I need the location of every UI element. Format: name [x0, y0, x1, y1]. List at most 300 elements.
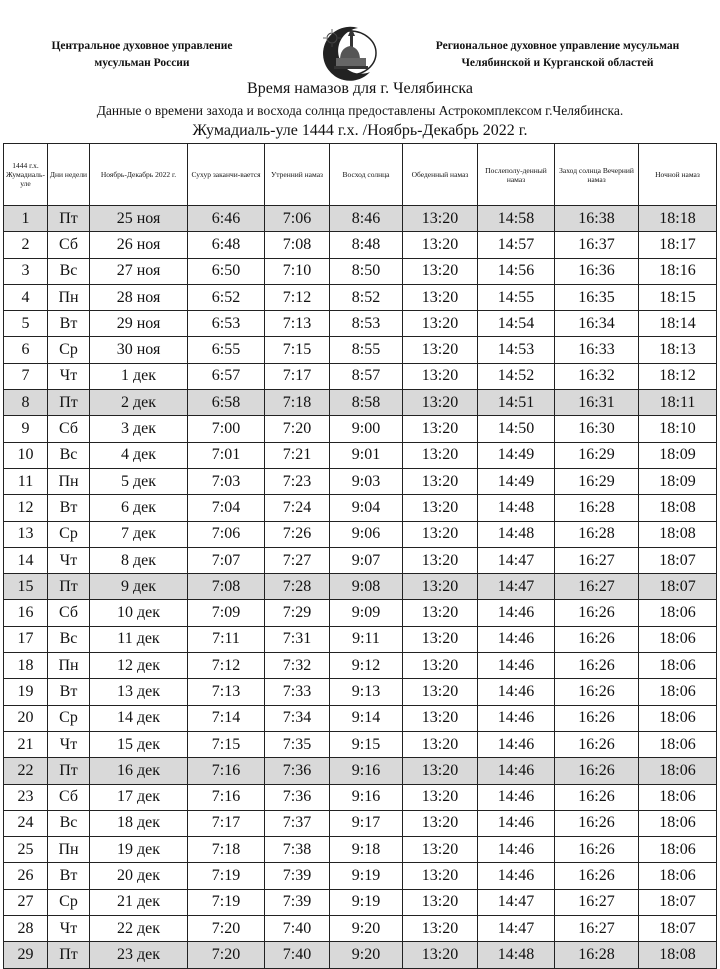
table-cell: 6:55: [188, 337, 265, 363]
table-cell: Ср: [48, 705, 90, 731]
table-cell: 18:06: [639, 600, 717, 626]
table-cell: 2: [4, 232, 48, 258]
table-cell: 14:51: [478, 390, 555, 416]
table-cell: 25: [4, 837, 48, 863]
table-row: [4, 495, 717, 521]
table-cell: 23 дек: [90, 942, 188, 968]
table-cell: Ср: [48, 521, 90, 547]
table-cell: 18:12: [639, 363, 717, 389]
table-cell: 14:46: [478, 626, 555, 652]
table-cell: 24: [4, 810, 48, 836]
table-cell: 18:10: [639, 416, 717, 442]
table-cell: 6:58: [188, 390, 265, 416]
table-cell: 7 дек: [90, 521, 188, 547]
table-cell: 9:03: [330, 468, 403, 494]
table-cell: 9:06: [330, 521, 403, 547]
table-cell: 16:26: [555, 600, 639, 626]
table-cell: 18:13: [639, 337, 717, 363]
table-cell: 2 дек: [90, 390, 188, 416]
table-row: [4, 284, 717, 310]
table-cell: 18:09: [639, 442, 717, 468]
table-cell: 10: [4, 442, 48, 468]
table-cell: 13:20: [403, 837, 478, 863]
table-cell: 16:38: [555, 206, 639, 232]
table-cell: 14:47: [478, 574, 555, 600]
table-cell: 18:14: [639, 311, 717, 337]
left-org-line2: мусульман России: [94, 57, 190, 69]
table-cell: 16:26: [555, 837, 639, 863]
table-cell: 7:37: [265, 810, 330, 836]
table-cell: 7:01: [188, 442, 265, 468]
table-cell: 16:27: [555, 889, 639, 915]
table-cell: 7:36: [265, 784, 330, 810]
table-cell: 16:26: [555, 653, 639, 679]
table-cell: 27: [4, 889, 48, 915]
table-cell: 7:36: [265, 758, 330, 784]
table-cell: 21: [4, 731, 48, 757]
table-cell: 18:06: [639, 626, 717, 652]
table-cell: 7:03: [188, 468, 265, 494]
table-cell: Сб: [48, 416, 90, 442]
table-cell: Вт: [48, 495, 90, 521]
table-cell: 7:20: [188, 942, 265, 968]
table-cell: 16:26: [555, 731, 639, 757]
table-cell: 18:17: [639, 232, 717, 258]
table-cell: Пт: [48, 574, 90, 600]
table-cell: Сб: [48, 600, 90, 626]
table-cell: 16: [4, 600, 48, 626]
table-cell: 9:07: [330, 547, 403, 573]
table-cell: 7:39: [265, 889, 330, 915]
table-cell: 13:20: [403, 390, 478, 416]
table-cell: Пт: [48, 206, 90, 232]
table-cell: 16:30: [555, 416, 639, 442]
table-cell: 13:20: [403, 679, 478, 705]
table-cell: 14:46: [478, 810, 555, 836]
column-header: Заход солнца Вечерний намаз: [555, 144, 639, 206]
table-cell: 17: [4, 626, 48, 652]
table-cell: 9:13: [330, 679, 403, 705]
table-cell: Чт: [48, 547, 90, 573]
column-header: Послеполу-денный намаз: [478, 144, 555, 206]
table-cell: 8:53: [330, 311, 403, 337]
table-cell: 18:11: [639, 390, 717, 416]
table-cell: 7:06: [188, 521, 265, 547]
table-cell: 7:08: [265, 232, 330, 258]
table-cell: 7:13: [188, 679, 265, 705]
table-row: [4, 547, 717, 573]
table-cell: 7:18: [265, 390, 330, 416]
table-cell: 26 ноя: [90, 232, 188, 258]
table-cell: 11 дек: [90, 626, 188, 652]
table-cell: 9 дек: [90, 574, 188, 600]
table-cell: 13:20: [403, 784, 478, 810]
table-cell: 16:29: [555, 468, 639, 494]
table-cell: 14:48: [478, 495, 555, 521]
table-cell: 13:20: [403, 284, 478, 310]
left-org-line1: Центральное духовное управление: [51, 40, 233, 52]
table-cell: 20 дек: [90, 863, 188, 889]
table-cell: 9:18: [330, 837, 403, 863]
table-body: [4, 206, 717, 969]
table-cell: 9:01: [330, 442, 403, 468]
table-cell: 7: [4, 363, 48, 389]
table-cell: Пн: [48, 284, 90, 310]
table-cell: 23: [4, 784, 48, 810]
table-cell: 7:29: [265, 600, 330, 626]
table-cell: 18:06: [639, 837, 717, 863]
table-cell: 11: [4, 468, 48, 494]
table-cell: Пн: [48, 653, 90, 679]
table-cell: 16:26: [555, 810, 639, 836]
table-cell: 7:09: [188, 600, 265, 626]
table-cell: 13:20: [403, 311, 478, 337]
table-cell: 1: [4, 206, 48, 232]
table-cell: Вс: [48, 258, 90, 284]
table-cell: 18:06: [639, 784, 717, 810]
table-cell: 13:20: [403, 574, 478, 600]
table-cell: Ср: [48, 889, 90, 915]
table-cell: 13:20: [403, 810, 478, 836]
table-cell: 14:46: [478, 653, 555, 679]
table-cell: 18: [4, 653, 48, 679]
table-cell: 7:07: [188, 547, 265, 573]
table-cell: Пт: [48, 390, 90, 416]
table-cell: 16:26: [555, 679, 639, 705]
table-cell: 13:20: [403, 337, 478, 363]
table-cell: 18:06: [639, 863, 717, 889]
table-cell: 16 дек: [90, 758, 188, 784]
table-row: [4, 705, 717, 731]
table-cell: 9:19: [330, 889, 403, 915]
table-cell: 13: [4, 521, 48, 547]
table-cell: 6:52: [188, 284, 265, 310]
table-row: [4, 731, 717, 757]
table-cell: 15: [4, 574, 48, 600]
right-org-line1: Региональное духовное управление мусульман: [435, 40, 680, 52]
table-cell: 13 дек: [90, 679, 188, 705]
table-cell: 9:16: [330, 758, 403, 784]
table-row: [4, 600, 717, 626]
table-cell: 7:04: [188, 495, 265, 521]
table-cell: 18:07: [639, 889, 717, 915]
table-row: [4, 758, 717, 784]
table-cell: 13:20: [403, 889, 478, 915]
table-cell: 7:24: [265, 495, 330, 521]
table-cell: 14 дек: [90, 705, 188, 731]
column-header: Сухур заканчи-вается: [188, 144, 265, 206]
table-cell: 16:26: [555, 863, 639, 889]
table-cell: 9:14: [330, 705, 403, 731]
table-cell: 14:58: [478, 206, 555, 232]
period-heading: Жумадиаль-уле 1444 г.х. /Ноябрь-Декабрь 2022 г.: [192, 122, 528, 139]
right-org-line2: Челябинской и Курганской областей: [461, 57, 654, 69]
table-cell: 18:06: [639, 705, 717, 731]
table-cell: 17 дек: [90, 784, 188, 810]
table-cell: 8:48: [330, 232, 403, 258]
table-cell: 7:15: [188, 731, 265, 757]
table-cell: 9:11: [330, 626, 403, 652]
left-organization-header: [12, 38, 272, 72]
table-cell: 7:20: [188, 916, 265, 942]
table-cell: 16:26: [555, 626, 639, 652]
table-cell: 1 дек: [90, 363, 188, 389]
table-cell: 7:19: [188, 863, 265, 889]
table-cell: Сб: [48, 232, 90, 258]
table-cell: 14:46: [478, 784, 555, 810]
table-cell: 3: [4, 258, 48, 284]
table-cell: 18:06: [639, 653, 717, 679]
table-cell: 18 дек: [90, 810, 188, 836]
column-header: Дни недели: [48, 144, 90, 206]
table-cell: 14:46: [478, 758, 555, 784]
table-cell: 7:21: [265, 442, 330, 468]
table-row: [4, 916, 717, 942]
table-cell: 9:08: [330, 574, 403, 600]
table-cell: 14:46: [478, 731, 555, 757]
table-cell: 14:47: [478, 889, 555, 915]
table-cell: 13:20: [403, 258, 478, 284]
table-cell: 7:10: [265, 258, 330, 284]
table-cell: 7:14: [188, 705, 265, 731]
table-row: [4, 258, 717, 284]
column-header: Утренний намаз: [265, 144, 330, 206]
table-cell: 22: [4, 758, 48, 784]
table-cell: 18:15: [639, 284, 717, 310]
table-cell: 14:47: [478, 916, 555, 942]
table-cell: 7:12: [265, 284, 330, 310]
table-cell: 5: [4, 311, 48, 337]
table-cell: 14: [4, 547, 48, 573]
table-cell: 16:33: [555, 337, 639, 363]
table-cell: 8 дек: [90, 547, 188, 573]
table-cell: 18:08: [639, 942, 717, 968]
table-row: [4, 653, 717, 679]
table-header-row: [4, 144, 717, 206]
table-cell: Вс: [48, 626, 90, 652]
table-cell: 14:52: [478, 363, 555, 389]
table-row: [4, 784, 717, 810]
table-cell: 7:13: [265, 311, 330, 337]
table-cell: 9:19: [330, 863, 403, 889]
table-cell: 7:32: [265, 653, 330, 679]
table-cell: 7:23: [265, 468, 330, 494]
table-cell: 6:48: [188, 232, 265, 258]
right-organization-header: [405, 38, 710, 72]
table-cell: 9:20: [330, 942, 403, 968]
table-cell: 15 дек: [90, 731, 188, 757]
table-cell: 14:46: [478, 600, 555, 626]
table-cell: 18:07: [639, 574, 717, 600]
table-cell: 7:28: [265, 574, 330, 600]
table-cell: 8:55: [330, 337, 403, 363]
table-row: [4, 679, 717, 705]
table-cell: 28 ноя: [90, 284, 188, 310]
table-cell: 12: [4, 495, 48, 521]
table-cell: 14:46: [478, 679, 555, 705]
table-row: [4, 232, 717, 258]
data-source-note: Данные о времени захода и восхода солнца предоставлены Астрокомплексом г.Челябинска.: [96, 103, 624, 118]
table-cell: 7:17: [188, 810, 265, 836]
table-cell: 14:48: [478, 521, 555, 547]
table-cell: 13:20: [403, 653, 478, 679]
table-cell: 9:00: [330, 416, 403, 442]
table-cell: 14:49: [478, 468, 555, 494]
table-cell: Чт: [48, 916, 90, 942]
table-cell: 7:12: [188, 653, 265, 679]
mosque-crescent-logo-icon: [312, 24, 382, 82]
table-cell: 8:46: [330, 206, 403, 232]
table-cell: 4 дек: [90, 442, 188, 468]
table-cell: 7:17: [265, 363, 330, 389]
table-cell: 14:50: [478, 416, 555, 442]
table-cell: 13:20: [403, 416, 478, 442]
table-cell: 12 дек: [90, 653, 188, 679]
table-cell: 16:37: [555, 232, 639, 258]
table-cell: 27 ноя: [90, 258, 188, 284]
table-cell: 25 ноя: [90, 206, 188, 232]
table-cell: 18:08: [639, 521, 717, 547]
table-cell: 14:56: [478, 258, 555, 284]
table-cell: 16:26: [555, 758, 639, 784]
column-header: Ноябрь-Декабрь 2022 г.: [90, 144, 188, 206]
table-cell: 14:54: [478, 311, 555, 337]
table-cell: 18:07: [639, 916, 717, 942]
table-cell: 13:20: [403, 232, 478, 258]
table-cell: 7:20: [265, 416, 330, 442]
table-row: [4, 810, 717, 836]
table-row: [4, 363, 717, 389]
table-cell: 16:26: [555, 784, 639, 810]
table-cell: Сб: [48, 784, 90, 810]
table-cell: 13:20: [403, 705, 478, 731]
table-row: [4, 863, 717, 889]
table-cell: 18:06: [639, 679, 717, 705]
table-cell: 8:52: [330, 284, 403, 310]
table-cell: 18:06: [639, 731, 717, 757]
table-cell: 3 дек: [90, 416, 188, 442]
table-row: [4, 468, 717, 494]
table-cell: 6 дек: [90, 495, 188, 521]
table-cell: 14:53: [478, 337, 555, 363]
table-cell: 9:20: [330, 916, 403, 942]
table-cell: 13:20: [403, 758, 478, 784]
table-cell: 14:55: [478, 284, 555, 310]
table-cell: 7:00: [188, 416, 265, 442]
table-cell: 13:20: [403, 600, 478, 626]
table-cell: 7:19: [188, 889, 265, 915]
table-cell: 7:40: [265, 916, 330, 942]
table-cell: 30 ноя: [90, 337, 188, 363]
table-cell: 7:35: [265, 731, 330, 757]
table-cell: 7:31: [265, 626, 330, 652]
table-row: [4, 337, 717, 363]
table-cell: 13:20: [403, 626, 478, 652]
table-row: [4, 889, 717, 915]
table-cell: 8:50: [330, 258, 403, 284]
table-cell: 7:27: [265, 547, 330, 573]
table-cell: 13:20: [403, 521, 478, 547]
table-cell: 7:18: [188, 837, 265, 863]
column-header: 1444 г.х. Жумадиаль-уле: [4, 144, 48, 206]
table-cell: Вс: [48, 442, 90, 468]
table-cell: 18:16: [639, 258, 717, 284]
table-cell: 8:58: [330, 390, 403, 416]
table-cell: 9:09: [330, 600, 403, 626]
table-cell: Чт: [48, 731, 90, 757]
table-row: [4, 942, 717, 968]
table-cell: 18:09: [639, 468, 717, 494]
table-cell: 19 дек: [90, 837, 188, 863]
table-cell: 9:12: [330, 653, 403, 679]
table-cell: 9: [4, 416, 48, 442]
table-row: [4, 626, 717, 652]
table-cell: 13:20: [403, 468, 478, 494]
table-cell: Вс: [48, 810, 90, 836]
table-cell: Ср: [48, 337, 90, 363]
table-cell: 29 ноя: [90, 311, 188, 337]
table-cell: 13:20: [403, 495, 478, 521]
column-header: Восход солнца: [330, 144, 403, 206]
table-cell: 7:15: [265, 337, 330, 363]
table-cell: 4: [4, 284, 48, 310]
table-row: [4, 521, 717, 547]
table-cell: 8: [4, 390, 48, 416]
table-cell: 16:29: [555, 442, 639, 468]
prayer-times-table: [3, 143, 717, 969]
table-cell: 16:27: [555, 916, 639, 942]
table-cell: 7:06: [265, 206, 330, 232]
table-cell: 7:16: [188, 758, 265, 784]
table-cell: 18:07: [639, 547, 717, 573]
table-row: [4, 206, 717, 232]
table-cell: 13:20: [403, 363, 478, 389]
table-row: [4, 442, 717, 468]
table-cell: 5 дек: [90, 468, 188, 494]
column-header: Ночной намаз: [639, 144, 717, 206]
table-cell: 26: [4, 863, 48, 889]
table-cell: 13:20: [403, 547, 478, 573]
table-cell: 6:53: [188, 311, 265, 337]
table-cell: 6: [4, 337, 48, 363]
table-cell: 9:17: [330, 810, 403, 836]
table-cell: 6:50: [188, 258, 265, 284]
table-cell: 16:35: [555, 284, 639, 310]
table-cell: 16:26: [555, 705, 639, 731]
column-header: Обеденный намаз: [403, 144, 478, 206]
table-cell: 9:04: [330, 495, 403, 521]
table-cell: 16:27: [555, 547, 639, 573]
table-cell: Вт: [48, 863, 90, 889]
table-cell: 16:28: [555, 521, 639, 547]
table-cell: Пн: [48, 837, 90, 863]
table-cell: 13:20: [403, 863, 478, 889]
table-cell: 18:08: [639, 495, 717, 521]
page-title: Время намазов для г. Челябинска: [247, 80, 473, 97]
table-cell: Пт: [48, 942, 90, 968]
table-cell: 7:08: [188, 574, 265, 600]
table-cell: 13:20: [403, 206, 478, 232]
table-cell: 14:47: [478, 547, 555, 573]
table-cell: 7:11: [188, 626, 265, 652]
table-cell: 14:57: [478, 232, 555, 258]
table-cell: 13:20: [403, 442, 478, 468]
table-cell: 7:26: [265, 521, 330, 547]
table-cell: 16:34: [555, 311, 639, 337]
table-cell: 16:31: [555, 390, 639, 416]
table-cell: 7:39: [265, 863, 330, 889]
table-cell: 14:48: [478, 942, 555, 968]
